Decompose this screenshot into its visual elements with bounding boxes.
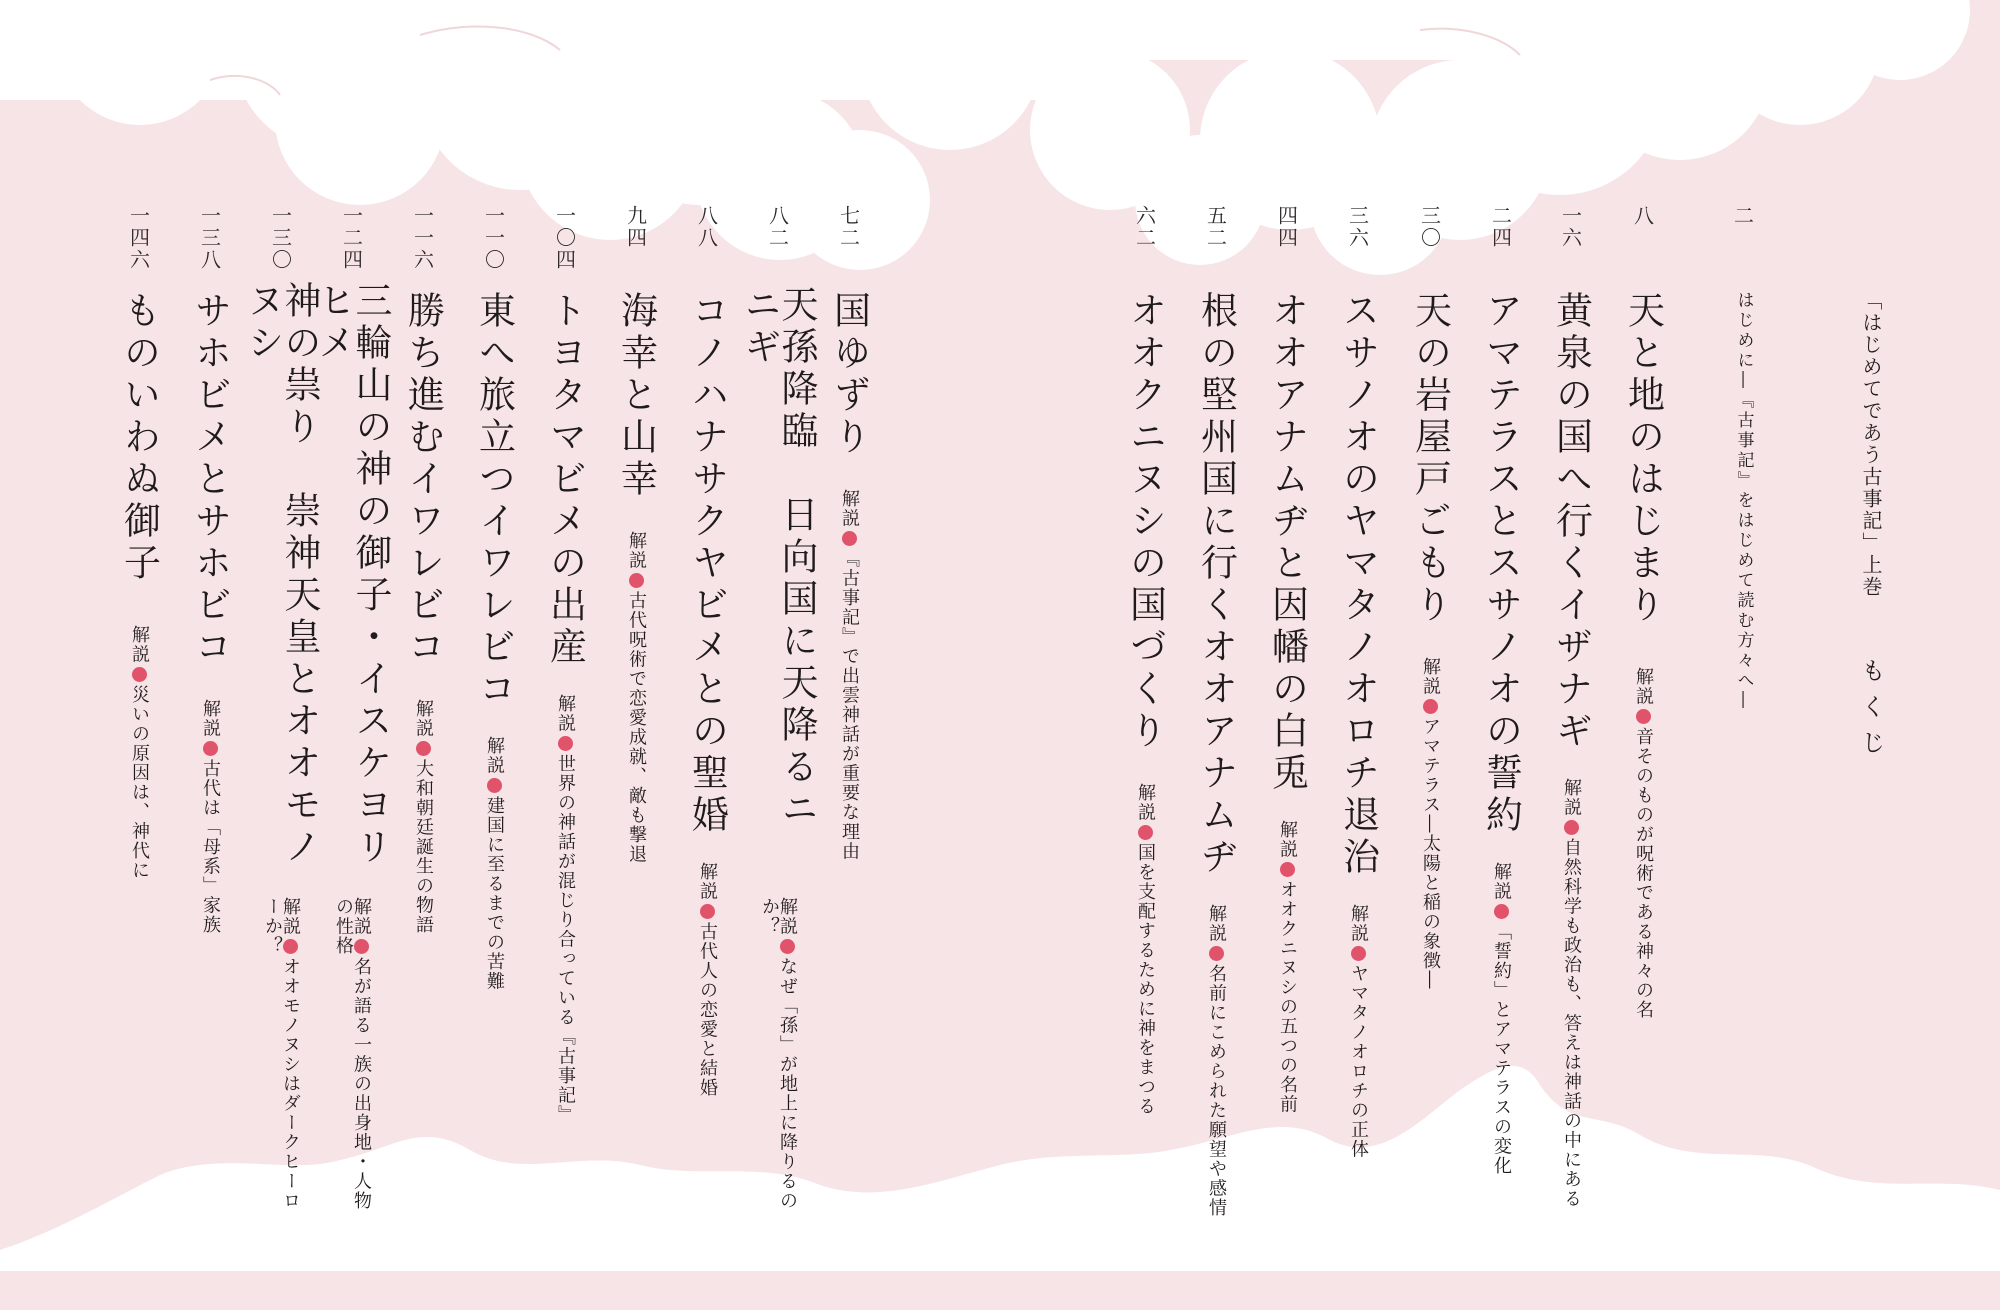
- bullet-dot-icon: [1636, 709, 1651, 724]
- commentary: [1634, 667, 1652, 1020]
- commentary-label: 解説: [413, 699, 434, 738]
- commentary-label: 解説: [129, 625, 150, 664]
- toc-entry[interactable]: [1254, 205, 1320, 1225]
- bullet-dot-icon: [1138, 825, 1153, 840]
- entry-title: 天と地のはじまり: [1621, 291, 1665, 627]
- commentary: [1136, 783, 1154, 1116]
- bullet-dot-icon: [780, 939, 795, 954]
- commentary-text: 『古事記』で出雲神話が重要な理由: [839, 549, 860, 861]
- commentary-label: 解説: [697, 862, 718, 901]
- book-title: 「はじめてであう古事記」上巻: [1859, 290, 1883, 598]
- toc-entry[interactable]: [816, 205, 882, 1225]
- commentary: [556, 694, 574, 1125]
- bullet-dot-icon: [1494, 904, 1509, 919]
- bullet-dot-icon: [1351, 946, 1366, 961]
- page-number: 五二: [1203, 205, 1228, 249]
- bullet-dot-icon: [354, 939, 369, 954]
- commentary-label: 解説: [200, 699, 221, 738]
- page-number: 一一六: [410, 205, 435, 271]
- commentary-label: 解説: [1206, 904, 1227, 943]
- toc-header: [1838, 290, 1904, 1310]
- bullet-dot-icon: [1423, 699, 1438, 714]
- entry-title: 黄泉の国へ行くイザナギ: [1549, 291, 1593, 753]
- bullet-dot-icon: [1280, 862, 1295, 877]
- bullet-dot-icon: [842, 531, 857, 546]
- commentary-label: 解説: [839, 489, 860, 528]
- commentary-text: ヤマタノオロチの正体: [1348, 964, 1369, 1159]
- commentary-text: 古代人の恋愛と結婚: [697, 922, 718, 1098]
- toc-entry[interactable]: [1112, 205, 1178, 1225]
- bullet-dot-icon: [700, 904, 715, 919]
- commentary-text: 名が語る一族の出身地・人物の性格: [333, 897, 372, 1211]
- page-number: 六二: [1132, 205, 1157, 249]
- page-number: 一一〇: [481, 205, 506, 271]
- bullet-dot-icon: [416, 741, 431, 756]
- entry-title: サホビメとサホビコ: [188, 291, 232, 669]
- toc-entry[interactable]: [1397, 205, 1463, 1225]
- commentary: [760, 897, 796, 1225]
- toc-entry[interactable]: [461, 205, 527, 1225]
- commentary: [201, 699, 219, 935]
- bullet-dot-icon: [629, 573, 644, 588]
- page-number: 八八: [694, 205, 719, 249]
- entry-title: アマテラスとスサノオの誓約: [1479, 291, 1523, 837]
- page-number: 一三八: [197, 205, 222, 271]
- commentary: [263, 897, 299, 1225]
- commentary: [485, 736, 503, 991]
- toc-entry[interactable]: [674, 205, 740, 1225]
- commentary: [414, 699, 432, 935]
- commentary: [1492, 862, 1510, 1176]
- page-number: 一〇四: [552, 205, 577, 271]
- commentary-text: 名前にこめられた願望や感情: [1206, 964, 1227, 1218]
- page-number: 三〇: [1417, 205, 1442, 249]
- entry-title: ものいわぬ御子: [117, 291, 161, 585]
- bullet-dot-icon: [203, 741, 218, 756]
- toc-entry[interactable]: [1538, 205, 1604, 1225]
- entry-title: 国ゆずり: [827, 291, 871, 459]
- commentary-label: 解説: [1491, 862, 1512, 901]
- toc-entry[interactable]: [241, 205, 321, 1225]
- page-number: 一二四: [339, 205, 364, 271]
- commentary-label: 解説: [1135, 783, 1156, 822]
- toc-entry[interactable]: [738, 205, 818, 1225]
- bullet-dot-icon: [1564, 820, 1579, 835]
- page-number: 一三〇: [268, 205, 293, 271]
- page-number: 七二: [836, 205, 861, 249]
- commentary-label: 解説: [1348, 904, 1369, 943]
- entry-title: 神の祟り 崇神天皇とオオモノヌシ: [241, 280, 321, 869]
- commentary: [627, 531, 645, 864]
- bullet-dot-icon: [132, 667, 147, 682]
- toc-entry[interactable]: [1710, 205, 1776, 1225]
- commentary-text: 自然科学も政治も、答えは神話の中にある: [1561, 838, 1582, 1209]
- commentary-text: 大和朝廷誕生の物語: [413, 759, 434, 935]
- page-number: 四四: [1274, 205, 1299, 249]
- commentary: [840, 489, 858, 861]
- page-number: 八: [1630, 205, 1655, 227]
- entry-title: オオクニヌシの国づくり: [1123, 291, 1167, 753]
- entry-title: 天孫降臨 日向国に天降るニニギ: [738, 285, 818, 832]
- commentary-text: 世界の神話が混じり合っている『古事記』: [555, 754, 576, 1125]
- toc-entry[interactable]: [177, 205, 243, 1225]
- entry-title: コノハナサクヤビメとの聖婚: [685, 291, 729, 837]
- commentary: [334, 897, 370, 1225]
- entry-title: はじめに―『古事記』をはじめて読む方々へ―: [1733, 291, 1754, 711]
- commentary-label: 解説: [1561, 778, 1582, 817]
- commentary-label: 解説: [1277, 820, 1298, 859]
- commentary-text: 災いの原因は、神代に: [129, 685, 150, 880]
- toc-heading: もくじ: [1857, 658, 1885, 766]
- page-number: 一六: [1558, 205, 1583, 249]
- commentary-label: 解説: [555, 694, 576, 733]
- toc-entry[interactable]: [106, 205, 172, 1225]
- toc-entry[interactable]: [1183, 205, 1249, 1225]
- page-number: 九四: [623, 205, 648, 249]
- commentary-text: なぜ「孫」が地上に降りるのか？: [759, 896, 798, 1211]
- entry-title: 海幸と山幸: [614, 291, 658, 501]
- toc-entry[interactable]: [603, 205, 669, 1225]
- bullet-dot-icon: [283, 939, 298, 954]
- commentary-text: 国を支配するために神をまつる: [1135, 843, 1156, 1116]
- entry-title: 根の堅州国に行くオオアナムヂ: [1194, 291, 1238, 879]
- commentary: [1207, 904, 1225, 1218]
- page-number: 三六: [1345, 205, 1370, 249]
- toc-entry[interactable]: [1468, 205, 1534, 1225]
- toc-entry[interactable]: [1610, 205, 1676, 1225]
- commentary-text: 古代は「母系」家族: [200, 759, 221, 935]
- commentary: [1562, 778, 1580, 1209]
- commentary-text: 「誓約」とアマテラスの変化: [1491, 922, 1512, 1176]
- commentary-text: 古代呪術で恋愛成就、敵も撃退: [626, 591, 647, 864]
- commentary-label: 解説: [777, 896, 798, 936]
- commentary: [698, 862, 716, 1098]
- commentary: [1349, 904, 1367, 1159]
- commentary-text: アマテラス―太陽と稲の象徴―: [1420, 717, 1441, 990]
- page-number: 一四六: [126, 205, 151, 271]
- entry-title: 東へ旅立つイワレビコ: [472, 291, 516, 711]
- entry-title: 勝ち進むイワレビコ: [401, 291, 445, 669]
- toc-entry[interactable]: [532, 205, 598, 1225]
- page-number: 八二: [765, 205, 790, 249]
- commentary-text: オオモノヌシはダークヒーローか？: [262, 897, 301, 1211]
- commentary-text: 音そのものが呪術である神々の名: [1633, 727, 1654, 1020]
- entry-title: 三輪山の神の御子・イスケヨリヒメ: [312, 280, 392, 869]
- commentary: [130, 625, 148, 880]
- bullet-dot-icon: [487, 778, 502, 793]
- commentary: [1421, 657, 1439, 990]
- entry-title: スサノオのヤマタノオロチ退治: [1336, 291, 1380, 879]
- commentary: [1278, 820, 1296, 1114]
- toc-entry[interactable]: [312, 205, 392, 1225]
- toc-entry[interactable]: [1325, 205, 1391, 1225]
- commentary-label: 解説: [1633, 667, 1654, 706]
- commentary-label: 解説: [484, 736, 505, 775]
- commentary-label: 解説: [280, 897, 301, 937]
- bullet-dot-icon: [1209, 946, 1224, 961]
- toc-entry[interactable]: [390, 205, 456, 1225]
- commentary-label: 解説: [626, 531, 647, 570]
- page-number: 二: [1730, 205, 1755, 227]
- commentary-label: 解説: [1420, 657, 1441, 696]
- entry-title: トヨタマビメの出産: [543, 291, 587, 669]
- bullet-dot-icon: [558, 736, 573, 751]
- entry-title: オオアナムヂと因幡の白兎: [1265, 291, 1309, 795]
- commentary-text: 建国に至るまでの苦難: [484, 796, 505, 991]
- commentary-label: 解説: [351, 897, 372, 937]
- commentary-text: オオクニヌシの五つの名前: [1277, 880, 1298, 1114]
- entry-title: 天の岩屋戸ごもり: [1408, 291, 1452, 627]
- page-number: 二四: [1488, 205, 1513, 249]
